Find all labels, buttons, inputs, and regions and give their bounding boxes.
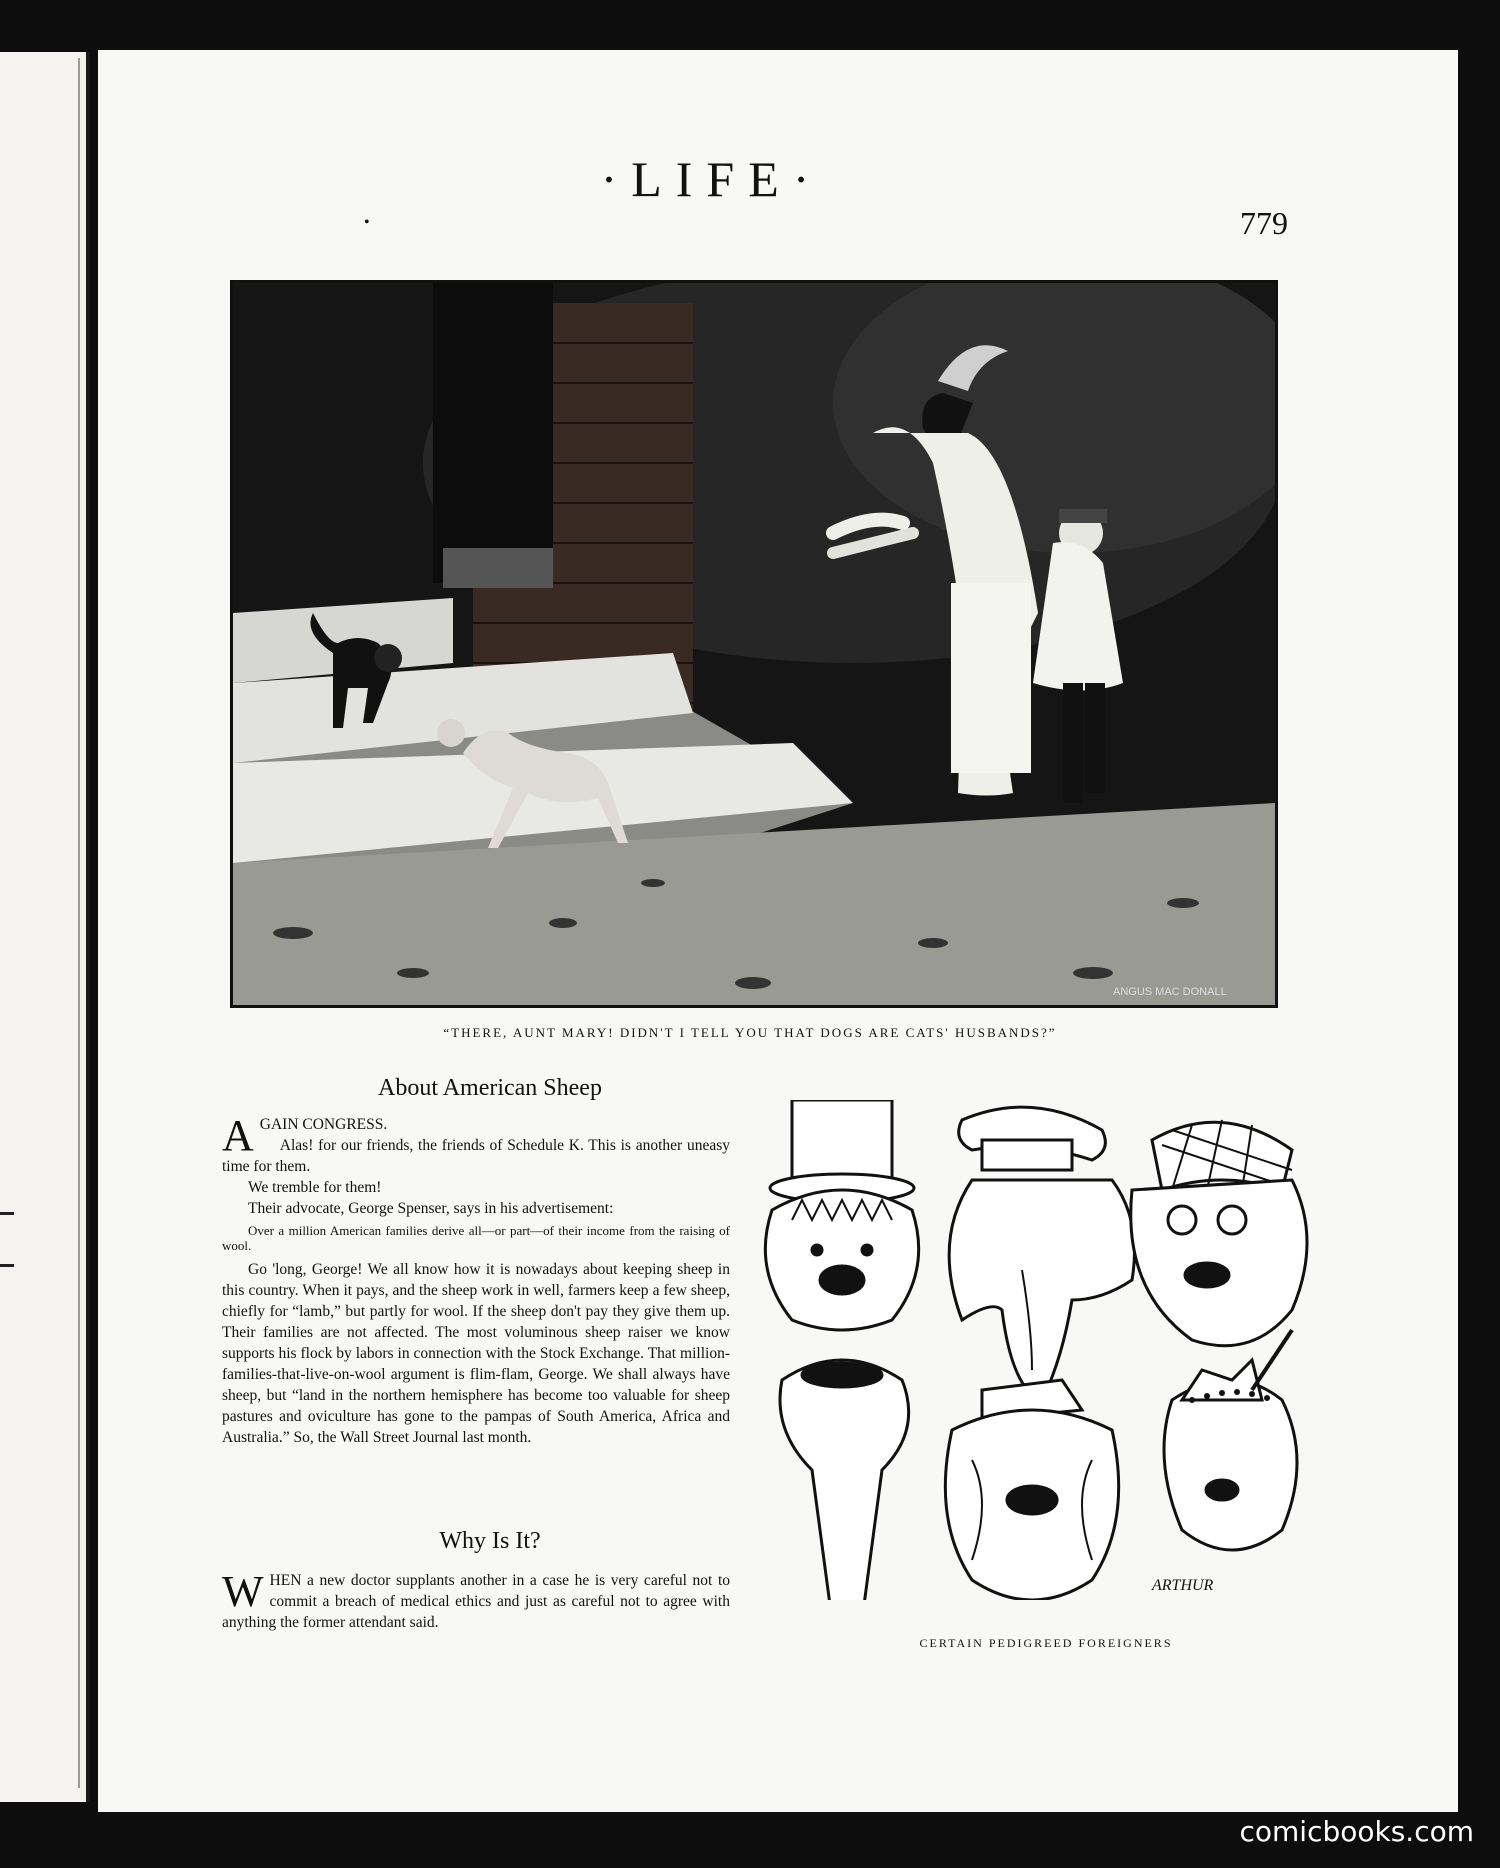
running-title: ·LIFE· (600, 151, 824, 207)
article-body (222, 1111, 730, 1448)
article-title: Why Is It? (439, 1528, 541, 1554)
paragraph: Alas! for our friends, the friends of Schedule K. This is another uneasy time for them. (222, 1137, 730, 1175)
paragraph: Go 'long, George! We all know how it is nowadays about keeping sheep in this country. When it pays, and the sheep work in well, farmers keep a few sheep, chiefly for “lamb,” but partly for wool. If the sheep don't pay they give them up. Their families are not affected. The most voluminous sheep raiser we know supports his flock by labors in connection with the Stock Exchange. That million-families-that-live-on-wool argument is flim-flam, George. We shall always have sheep, but “land in the northern hemisphere has become too valuable for sheep pastures and oviculture has gone to the pampas of South America, Africa and Australia.” So, the Wall Street Journal last month. (222, 1261, 730, 1446)
cartoon-signature: ARTHUR (1152, 1577, 1214, 1594)
cartoon-caption: CERTAIN PEDIGREED FOREIGNERS (919, 1636, 1173, 1650)
ornament-dot: • (364, 214, 370, 231)
block-quote: Over a million American families derive all—or part—of their income from the raising of wool. (222, 1223, 730, 1253)
page-mark (0, 1212, 14, 1215)
spine (78, 58, 80, 1788)
drop-cap: A (222, 1111, 254, 1160)
paragraph: We tremble for them! (248, 1179, 382, 1196)
page-number: 779 (1240, 205, 1288, 241)
illustration-caption: “THERE, AUNT MARY! DIDN'T I TELL YOU THAT DOGS ARE CATS' HUSBANDS?” (443, 1025, 1057, 1040)
page-mark (0, 1264, 14, 1267)
paragraph: Their advocate, George Spenser, says in his advertisement: (248, 1200, 614, 1217)
main-illustration (230, 280, 1278, 1008)
article-body (222, 1567, 730, 1633)
paragraph: HEN a new doctor supplants another in a case he is very careful not to commit a breach of medical ethics and just as careful not to agree with anything the former attendant said. (222, 1572, 730, 1631)
site-watermark: comicbooks.com (1239, 1815, 1474, 1848)
cartoon-illustration (752, 1100, 1312, 1600)
lead-line: GAIN CONGRESS. (259, 1116, 388, 1133)
illustration-signature: ANGUS MAC DONALL (1113, 986, 1227, 998)
drop-cap: W (222, 1567, 264, 1616)
left-page-edge (0, 52, 90, 1802)
article-title: About American Sheep (378, 1075, 602, 1101)
